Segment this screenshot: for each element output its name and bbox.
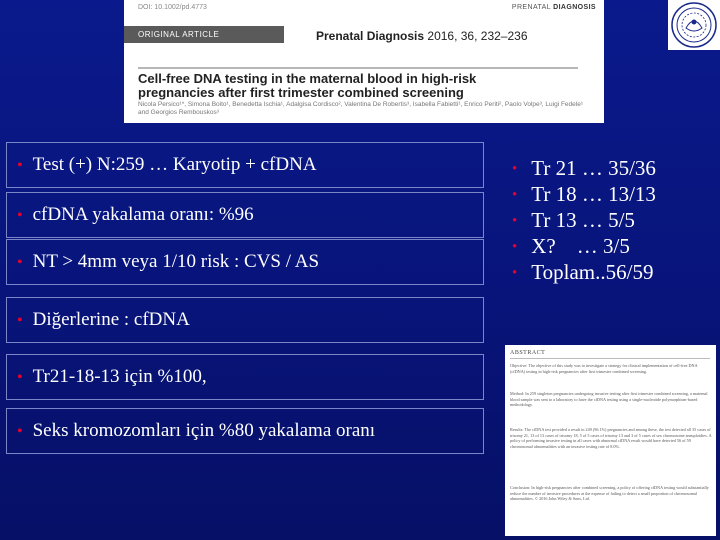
- abstract-objective: Objective: The objective of this study was to investigate a strategy for clinical implementation of cell-free DNA (cfDNA) testing in high-risk pregnancies after first trimester combined screening.: [510, 363, 698, 374]
- bullet-icon: •: [512, 239, 518, 255]
- bullet-icon: •: [17, 312, 23, 329]
- left-bullet-item: [6, 239, 484, 285]
- abstract-results: Results: The cfDNA test provided a result in 249 (96.1%) pregnancies and among these, the test detected all 35 cases of trisomy 21, 13 of 13 cases of trisomy 18, 5 of 5 cases of trisomy 13 and 3 of 5 cases of sex chromosome aneuploidies. A policy of performing invasive testing in all cases with abnormal cfDNA result would have detected 56 of 59 chromosomal abnormalities with an invasive testing rate of 8.0%.: [510, 427, 712, 449]
- right-bullet-text: Tr 13 … 5/5: [531, 208, 635, 232]
- abstract-image: [505, 345, 716, 536]
- right-bullet-text: Tr 18 … 13/13: [531, 182, 656, 206]
- article-type-tag: ORIGINAL ARTICLE: [124, 26, 284, 43]
- article-title: [138, 72, 476, 100]
- university-seal-logo: [668, 0, 720, 50]
- left-bullet-text: Seks kromozomları için %80 yakalama oranı: [32, 420, 376, 441]
- bullet-icon: •: [512, 161, 518, 177]
- right-bullet-item: [512, 208, 702, 234]
- bullet-icon: •: [512, 213, 518, 229]
- right-bullet-item: [512, 260, 702, 286]
- article-header-image: [124, 0, 604, 123]
- journal-volume: 2016, 36, 232–236: [427, 29, 528, 43]
- bullet-icon: •: [17, 423, 23, 440]
- abstract-divider: [510, 358, 710, 359]
- bullet-icon: •: [512, 265, 518, 281]
- journal-name: Prenatal Diagnosis: [316, 29, 425, 43]
- left-bullet-text: NT > 4mm veya 1/10 risk : CVS / AS: [32, 251, 320, 272]
- left-bullet-text: Tr21-18-13 için %100,: [32, 366, 207, 387]
- right-bullet-item: [512, 182, 702, 208]
- article-authors: Nicola Persico¹*, Simona Boito¹, Benedetta Ischia¹, Adalgisa Cordisco², Valentina De Robertis³, Isabella Fabietti¹, Enrico Periti², Paolo Volpe³, Luigi Fedele¹ and Georgios Rembouskos³: [138, 101, 583, 116]
- left-bullet-text: cfDNA yakalama oranı: %96: [32, 204, 254, 225]
- journal-citation: [316, 29, 528, 43]
- right-bullet-item: [512, 234, 702, 260]
- left-bullet-text: Test (+) N:259 … Karyotip + cfDNA: [32, 154, 317, 175]
- left-bullet-item: [6, 192, 484, 238]
- left-bullet-item: [6, 297, 484, 343]
- left-bullet-item: [6, 142, 484, 188]
- article-title-line1: Cell-free DNA testing in the maternal blood in high-risk: [138, 71, 477, 86]
- left-bullet-panel: [6, 142, 486, 454]
- abstract-heading: ABSTRACT: [510, 350, 546, 356]
- journal-brand-prefix: PRENATAL: [511, 4, 551, 11]
- left-bullet-text: Diğerlerine : cfDNA: [32, 309, 190, 330]
- left-bullet-item: [6, 408, 484, 454]
- right-bullet-text: Tr 21 … 35/36: [531, 156, 656, 180]
- abstract-method: Method: In 259 singleton pregnancies undergoing invasive testing after first trimester combined screening, a maternal blood sample was sent to a laboratory to have the cfDNA testing using a single-nucleotide polymorphism-based methodology.: [510, 391, 708, 407]
- bullet-icon: •: [512, 187, 518, 203]
- right-bullet-item: [512, 156, 702, 182]
- bullet-icon: •: [17, 207, 23, 224]
- seal-icon: [668, 0, 720, 50]
- bullet-icon: •: [17, 254, 23, 271]
- bullet-icon: •: [17, 157, 23, 174]
- right-bullet-text: Toplam..56/59: [531, 260, 654, 284]
- right-bullet-text: X? … 3/5: [531, 234, 630, 258]
- header-divider: [138, 67, 578, 69]
- article-doi: DOI: 10.1002/pd.4773: [138, 4, 207, 11]
- right-results-list: [512, 156, 702, 286]
- left-bullet-item: [6, 354, 484, 400]
- journal-brand-suffix: DIAGNOSIS: [553, 4, 596, 11]
- bullet-icon: •: [17, 369, 23, 386]
- article-title-line2: pregnancies after first trimester combined screening: [138, 85, 464, 100]
- journal-brand: [512, 4, 596, 11]
- abstract-conclusion: Conclusion: In high-risk pregnancies after combined screening, a policy of offering cfDNA testing would substantially reduce the number of invasive procedures at the expense of failing to detect a small proportion of chromosomal abnormalities. © 2016 John Wiley & Sons, Ltd.: [510, 485, 709, 501]
